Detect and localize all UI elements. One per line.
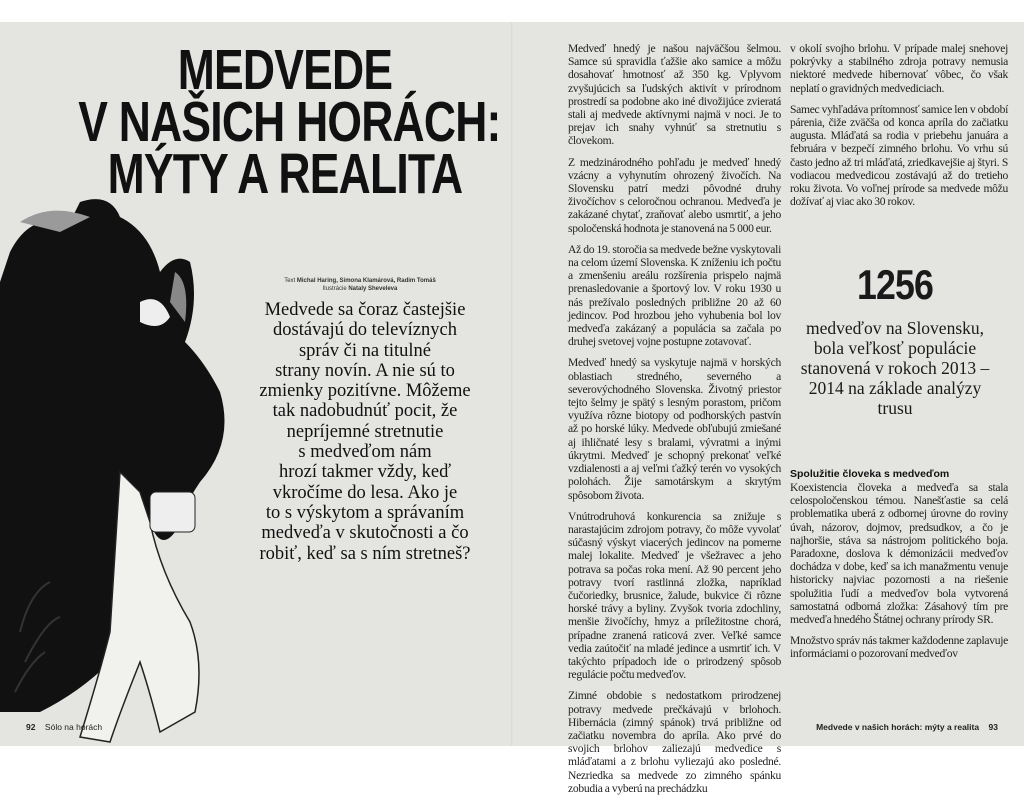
lead-paragraph xyxy=(220,300,510,564)
lead-line: medveďa v skutočnosti a čo xyxy=(261,523,469,544)
paragraph: Koexistencia človeka a medveďa sa stala celospoločenskou témou. Nanešťastie sa celá problematika uberá z odbornej úrovne do roviny úvah, názorov, dojmov, predsudkov, a čo je najhoršie, stáva sa nástrojom politického boja. Paradoxne, doslova k démonizácii medveďov dochádza v dobe, keď sa ich manažmentu venuje historicky najviac pozornosti a na riešenie spolužitia ľudí a medveďov bola vytvorená samostatná odborná zložka: Zásahový tím pre medveďa hnedého Štátnej ochrany prírody SR. xyxy=(790,481,1008,627)
paragraph: Množstvo správ nás takmer každodenne zaplavuje informáciami o pozorovaní medveďov xyxy=(790,634,1008,661)
body-column-1 xyxy=(568,42,781,803)
title-line: V NAŠICH HORÁCH: xyxy=(78,90,501,154)
paragraph: Z medzinárodného pohľadu je medveď hnedý vzácny a vyhynutím ohrozený živočích. Na Slovensku patrí medzi pôvodné druhy živočíchov s celoročnou ochranou. Medveďa je zakázané chytať, zraňovať alebo usmrtiť, a jeho spoločenská hodnota je stanovená na 5 000 eur. xyxy=(568,155,781,235)
page-number: 93 xyxy=(988,722,998,732)
credit-label: Ilustrácie xyxy=(322,286,347,292)
paragraph: Medveď hnedý sa vyskytuje najmä v horských oblastiach stredného, severného a severovýchodného Slovenska. Životný priestor tejto šelmy je spätý s lesným porastom, pričom využíva rôzne biotopy od podhorských pastvín až po horské lúky. Medvede obľubujú zmiešané aj ihličnaté lesy s bralami, vývratmi a inými úkrytmi. Medveď je schopný prekonať veľké vzdialenosti a aj veľmi ťažký terén vo vysokých polohách. Žije samotárskym a skrytým spôsobom života. xyxy=(568,356,781,502)
lead-line: strany novín. A nie sú to xyxy=(275,360,455,381)
paragraph: Vnútrodruhová konkurencia sa znižuje s narastajúcim zdrojom potravy, čo môže vyvolať súčasný výskyt viacerých jedincov na pomerne malej lokalite. Medveď je všežravec a jeho potrava sa počas roka mení. Až 90 percent jeho potravy tvorí rastlinná zložka, napríklad čučoriedky, brusnice, žalude, bukvice či rôzne horské trávy a byliny. Zvyšok tvoria zdochliny, menšie živočíchy, hmyz a príležitostne chorá, prípadne zranená raticová zver. Veľké samce vedia zaútočiť na mladé jedince a usmrtiť ich. V takýchto prípadoch ide o prirodzený spôsob regulácie počtu medveďov. xyxy=(568,509,781,682)
paragraph: Medveď hnedý je našou najväčšou šelmou. Samce sú spravidla ťažšie ako samice a môžu dosahovať hmotnosť až 350 kg. Vplyvom zvyšujúcich sa ľudských aktivít v prírodnom prostredí sa podobne ako iné divožijúce zvieratá stali aj medvede aktívnymi najmä v noci. Je to prejav ich snahy vyhnúť sa stretnutiu s človekom. xyxy=(568,42,781,148)
gutter xyxy=(511,22,513,746)
lead-line: hrozí takmer vždy, keď xyxy=(278,462,452,483)
lead-line: dostávajú do televíznych xyxy=(273,320,457,341)
title-line: MEDVEDE xyxy=(177,38,393,102)
stat-callout xyxy=(795,262,995,418)
illustrator: Nataly Sheveleva xyxy=(348,286,398,292)
body-column-2-bottom xyxy=(790,467,1008,669)
lead-line: zmienky pozitívne. Môžeme xyxy=(259,381,471,402)
authors: Michal Haring, Simona Klamárová, Radim Tomáš xyxy=(296,278,436,284)
paragraph: Až do 19. storočia sa medvede bežne vyskytovali na celom území Slovenska. K zníženiu ich počtu a zmenšeniu areálu rozšírenia prispelo najmä prenasledovanie a športový lov. V roku 1930 u nás prežívalo posledných približne 20 až 60 jedincov. Pod hrozbou jeho vyhubenia bol lov medveďa zakázaný a populácia sa začala po druhej svetovej vojne postupne zotavovať. xyxy=(568,242,781,349)
running-title: Medvede v našich horách: mýty a realita xyxy=(816,722,980,732)
article-title xyxy=(78,38,501,206)
stat-number: 1256 xyxy=(856,261,934,308)
left-folio xyxy=(26,722,102,732)
lead-line: robiť, keď sa s ním stretneš? xyxy=(259,543,471,564)
lead-line: to s výskytom a správaním xyxy=(265,502,465,523)
paragraph: Zimné obdobie s nedostatkom prirodzenej potravy medvede prečkávajú v brlohoch. Hibernácia (zimný spánok) trvá približne od začiatku novembra do apríla. Ako prvé do svojich brlohov zaliezajú medvedice s mláďatami a z brlohu vyliezajú ako posledné. Nezriedka sa medvede zo zimného spánku zobudia a vyberú na prechádzku xyxy=(568,689,781,795)
stat-caption: medveďov na Slovensku, bola veľkosť populácie stanovená v rokoch 2013 – 2014 na základe analýzy trusu xyxy=(800,318,990,418)
credit-label: Text xyxy=(284,278,296,284)
page-number: 92 xyxy=(26,722,36,732)
lead-line: nepríjemné stretnutie xyxy=(286,421,444,442)
subheading: Spolužitie človeka s medveďom xyxy=(790,468,950,480)
right-folio xyxy=(816,722,998,732)
magazine-spread xyxy=(0,22,1024,795)
lead-line: vkročíme do lesa. Ako je xyxy=(272,482,458,503)
section-name: Sólo na horách xyxy=(44,722,103,732)
title-line: MÝTY A REALITA xyxy=(107,142,463,206)
lead-line: Medvede sa čoraz častejšie xyxy=(264,300,466,320)
lead-line: tak nadobudnúť pocit, že xyxy=(272,401,458,422)
lead-line: s medveďom nám xyxy=(298,442,432,463)
backpack xyxy=(150,492,195,532)
bear-illustration xyxy=(0,192,250,752)
paragraph: v okolí svojho brlohu. V prípade malej snehovej pokrývky a stabilného zdroja potravy nemusia niektoré medvede hibernovať vôbec, čo však neplatí o gravidných medvediciach. xyxy=(790,42,1008,95)
credits xyxy=(240,277,480,293)
paragraph: Samec vyhľadáva prítomnosť samice len v období párenia, čiže zväčša od konca apríla do začiatku augusta. Mláďatá sa rodia v priebehu januára a februára v bezpečí zimného brlohu. Vo vrhu sú často jedno až tri mláďatá, zriedkavejšie aj štyri. S vodiacou medvedicou zostávajú až do tretieho roku života. Vo voľnej prírode sa medvede môžu dožívať aj viac ako 30 rokov. xyxy=(790,102,1008,209)
body-column-2-top xyxy=(790,42,1008,216)
lead-line: správ či na titulné xyxy=(298,340,432,361)
